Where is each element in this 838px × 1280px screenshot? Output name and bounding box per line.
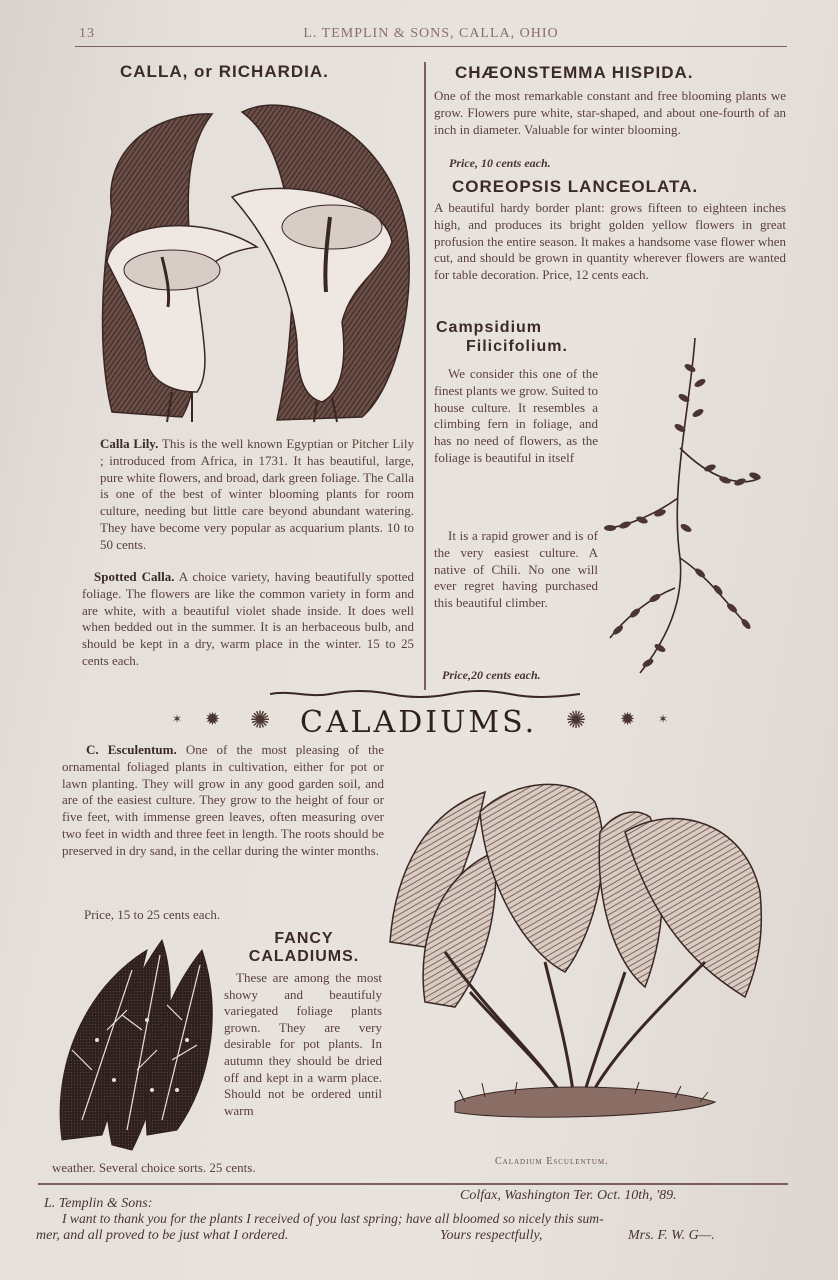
star-icon: ✹ [205,709,221,729]
campsidium-heading-line2: Filicifolium. [466,338,568,355]
testimonial-place-date: Colfax, Washington Ter. Oct. 10th, '89. [460,1188,677,1203]
calla-lily-text: This is the well known Egyptian or Pitcher Lily ; introduced from Africa, in 1731. It has beautiful, large, pure white flowers, and broad, dark green foliage. The Calla is one of the best of winter blooming plants for room culture, needing but little care beyond abundant watering. They have become very popular as acquarium plants. 10 to 50 cents. [100,436,415,552]
ornamental-rule [270,690,580,698]
campsidium-heading [436,318,568,356]
calla-heading: CALLA, or RICHARDIA. [120,62,329,81]
fancy-caladiums-last-line: weather. Several choice sorts. 25 cents. [52,1160,256,1175]
star-icon: ✺ [250,708,271,734]
header-title: L. TEMPLIN & SONS, CALLA, OHIO [303,26,559,41]
testimonial-salutation: L. Templin & Sons: [44,1196,153,1211]
testimonial-closing: Yours respectfully, [440,1228,543,1243]
star-icon: ✶ [172,712,183,726]
page-header [75,24,787,47]
page-number: 13 [79,26,95,41]
fancy-caladiums-heading [228,930,380,966]
fancy-heading-line2: CALADIUMS. [248,948,360,965]
fancy-caladiums-text: These are among the most showy and beautifuly variegated foliage plants grown. They are very desirable for pot plants. In autumn they should be dried off and kept in a warm place. Should not be ordered until warm [224,970,382,1118]
caladiums-title: CALADIUMS. [300,705,538,740]
column-divider [424,62,426,690]
fancy-heading-line1: FANCY [274,930,334,947]
testimonial-signature: Mrs. F. W. G—. [628,1228,715,1243]
fancy-caladium-leaves-illustration [52,930,222,1155]
caladium-esculentum-caption: Caladium Esculentum. [495,1156,609,1167]
calla-lily-name: Calla Lily. [100,436,159,451]
esculentum-description [62,742,384,860]
esculentum-text: One of the most pleasing of the ornamental foliaged plants in cultivation, either for pot or lawn planting. They will grow in any good garden soil, and are of the easiest culture. They grow to the height of four or five feet, with immense green leaves, often measuring over two feet in width and three feet in length. The roots should be preserved in dry sand, in the cellar during the winter months. [62,742,385,858]
campsidium-heading-line1: Campsidium [436,319,543,336]
footer-rule [38,1183,788,1185]
star-icon: ✺ [566,708,587,734]
spotted-calla-description [82,569,414,670]
coreopsis-text: A beautiful hardy border plant: grows fifteen to eighteen inches high, and produces its bright golden yellow flowers in great profusion the entire season. It makes a handsome vase flower when cut, and should be grown in quantity wherever flowers are wanted for table decoration. Price, 12 cents each. [434,200,786,283]
star-icon: ✹ [620,709,636,729]
testimonial-line-2: mer, and all proved to be just what I ordered. [36,1228,289,1243]
spotted-calla-text: A choice variety, having beautifully spotted foliage. The flowers are like the common variety in form and are white, with a beautiful violet shade inside. It does well when bedded out in the summer. It is an herbaceous bulb, and should be kept in a dry, warm place in the winter. 15 to 25 cents each. [82,569,414,668]
campsidium-text-1: We consider this one of the finest plants we grow. Suited to house culture. It resembles a climbing fern in foliage, and has no need of flowers, as the foliage is beautiful in itself [434,366,598,465]
campsidium-price: Price,20 cents each. [442,668,541,682]
campsidium-fern-illustration [600,328,770,683]
coreopsis-heading: COREOPSIS LANCEOLATA. [452,177,699,196]
calla-lily-illustration [92,92,417,427]
campsidium-text-2: It is a rapid grower and is of the very easiest culture. A native of Chili. No one will ever regret having purchased this beautiful climber. [434,528,598,611]
testimonial-line-1: I want to thank you for the plants I received of you last spring; have all bloomed so nicely this sum- [62,1211,604,1226]
chaeonstemma-text: One of the most remarkable constant and free blooming plants we grow. Flowers pure white, star-shaped, and about one-fourth of an inch in diameter. Valuable for winter blooming. [434,88,786,137]
spotted-calla-name: Spotted Calla. [94,569,175,584]
calla-lily-description [100,436,414,554]
caladium-esculentum-illustration [385,772,765,1152]
esculentum-price: Price, 15 to 25 cents each. [84,907,221,922]
chaeonstemma-heading: CHÆONSTEMMA HISPIDA. [455,63,694,82]
chaeonstemma-price: Price, 10 cents each. [449,156,551,170]
esculentum-name: C. Esculentum. [86,742,177,757]
star-icon: ✶ [658,712,669,726]
